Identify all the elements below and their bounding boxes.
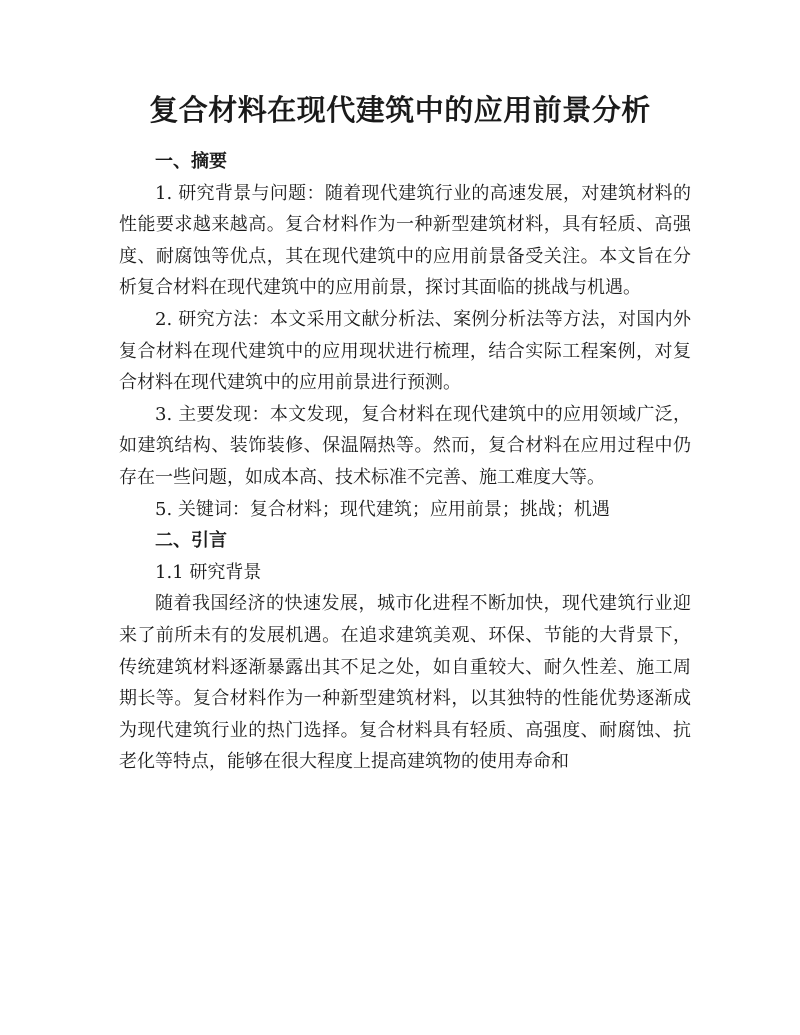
paragraph-intro-background: 随着我国经济的快速发展，城市化进程不断加快，现代建筑行业迎来了前所未有的发展机遇。在追求建筑美观、环保、节能的大背景下，传统建筑材料逐渐暴露出其不足之处，如自重较大、耐久性差、施工周期长等。复合材料作为一种新型建筑材料，以其独特的性能优势逐渐成为现代建筑行业的热门选择。复合材料具有轻质、高强度、耐腐蚀、抗老化等特点，能够在很大程度上提高建筑物的使用寿命和 [119, 593, 691, 773]
section-heading-abstract: 一、摘要 [155, 151, 227, 172]
paragraph-findings: 3. 主要发现：本文发现，复合材料在现代建筑中的应用领域广泛，如建筑结构、装饰装修、保温隔热等。然而，复合材料在应用过程中仍存在一些问题，如成本高、技术标准不完善、施工难度大等。 [119, 403, 691, 488]
document-title: 复合材料在现代建筑中的应用前景分析 [149, 93, 651, 127]
subsection-heading-background: 1.1 研究背景 [155, 561, 262, 583]
paragraph-background: 1. 研究背景与问题：随着现代建筑行业的高速发展，对建筑材料的性能要求越来越高。复合材料作为一种新型建筑材料，具有轻质、高强度、耐腐蚀等优点，其在现代建筑中的应用前景备受关注。本文旨在分析复合材料在现代建筑中的应用前景，探讨其面临的挑战与机遇。 [119, 182, 691, 299]
section-heading-introduction: 二、引言 [155, 530, 227, 552]
paragraph-keywords: 5. 关键词：复合材料；现代建筑；应用前景；挑战；机遇 [155, 498, 610, 520]
document-body [119, 146, 691, 778]
paragraph-methods: 2. 研究方法：本文采用文献分析法、案例分析法等方法，对国内外复合材料在现代建筑中的应用现状进行梳理，结合实际工程案例，对复合材料在现代建筑中的应用前景进行预测。 [119, 308, 691, 394]
